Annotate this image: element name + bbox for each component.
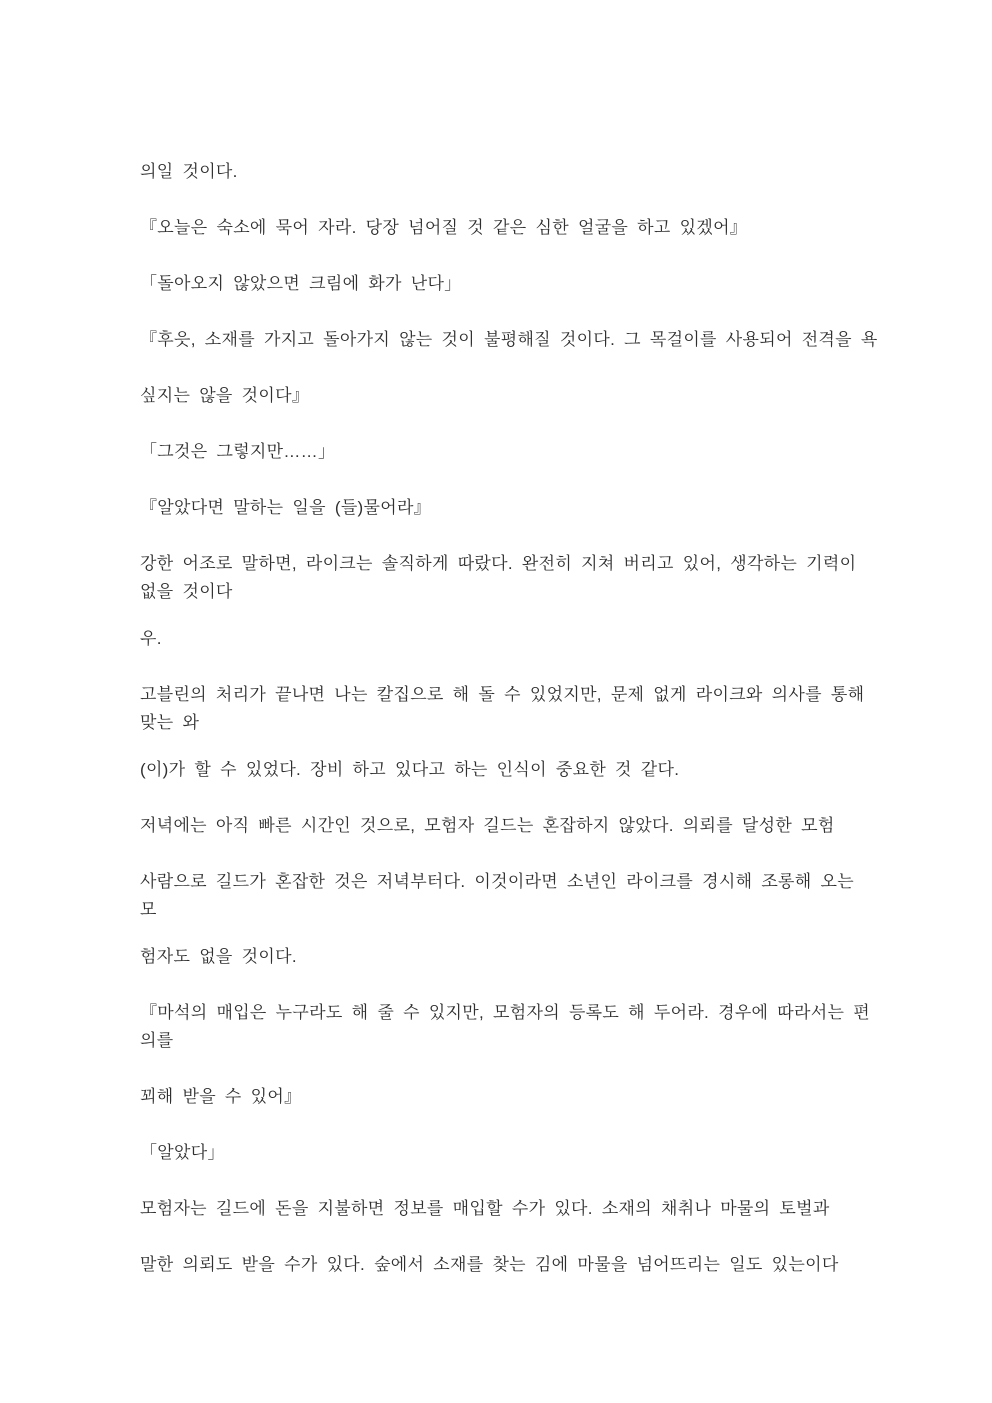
paragraph xyxy=(140,1139,862,1167)
text-line: 강한 어조로 말하면, 라이크는 솔직하게 따랐다. 완전히 지쳐 버리고 있어, 생각하는 기력이 xyxy=(140,554,857,573)
paragraph xyxy=(140,326,878,354)
paragraph xyxy=(140,1251,862,1279)
paragraph xyxy=(140,999,870,1055)
text-line: 「알았다」 xyxy=(140,1143,225,1162)
paragraph xyxy=(140,158,862,186)
paragraph xyxy=(140,625,862,653)
text-line: 우. xyxy=(140,629,162,648)
text-line: 싶지는 않을 것이다』 xyxy=(140,386,310,405)
text-line: 험자도 없을 것이다. xyxy=(140,947,297,966)
text-line: 모험자는 길드에 돈을 지불하면 정보를 매입할 수가 있다. 소재의 채취나 마물의 토벌과 xyxy=(140,1199,830,1218)
paragraph xyxy=(140,494,862,522)
text-line: 사람으로 길드가 혼잡한 것은 저녁부터다. 이것이라면 소년인 라이크를 경시해 조롱해 오는 xyxy=(140,872,854,891)
paragraph xyxy=(140,438,862,466)
text-line: 의일 것이다. xyxy=(140,162,238,181)
text-line: 「그것은 그렇지만……」 xyxy=(140,442,336,461)
text-line: 『마석의 매입은 누구라도 해 줄 수 있지만, 모험자의 등록도 해 두어라. 경우에 따라서는 편 xyxy=(140,1003,870,1022)
paragraph xyxy=(140,868,862,924)
text-line: 고블린의 처리가 끝나면 나는 칼집으로 해 돌 수 있었지만, 문제 없게 라이크와 의사를 통해 xyxy=(140,685,865,704)
paragraph xyxy=(140,550,862,606)
document-body-text xyxy=(140,158,878,1279)
paragraph xyxy=(140,382,862,410)
paragraph xyxy=(140,270,862,298)
text-line: 『알았다면 말하는 일을 (들)물어라』 xyxy=(140,498,431,517)
text-line: 의를 xyxy=(140,1031,174,1050)
text-line: (이)가 할 수 있었다. 장비 하고 있다고 하는 인식이 중요한 것 같다. xyxy=(140,760,680,779)
paragraph xyxy=(140,943,862,971)
paragraph xyxy=(140,812,862,840)
text-line: 없을 것이다 xyxy=(140,582,233,601)
paragraph xyxy=(140,1083,862,1111)
paragraph xyxy=(140,681,865,737)
paragraph xyxy=(140,756,862,784)
text-line: 저녁에는 아직 빠른 시간인 것으로, 모험자 길드는 혼잡하지 않았다. 의뢰를 달성한 모험 xyxy=(140,816,835,835)
paragraph xyxy=(140,1195,862,1223)
text-line: 말한 의뢰도 받을 수가 있다. 숲에서 소재를 찾는 김에 마물을 넘어뜨리는 일도 있는이다 xyxy=(140,1255,839,1274)
text-line: 『오늘은 숙소에 묵어 자라. 당장 넘어질 것 같은 심한 얼굴을 하고 있겠어』 xyxy=(140,218,748,237)
text-line: 『후읏, 소재를 가지고 돌아가지 않는 것이 불평해질 것이다. 그 목걸이를 사용되어 전격을 욕 xyxy=(140,330,878,349)
text-line: 맞는 와 xyxy=(140,713,200,732)
text-line: 꾀해 받을 수 있어』 xyxy=(140,1087,302,1106)
text-line: 「돌아오지 않았으면 크림에 화가 난다」 xyxy=(140,274,462,293)
paragraph xyxy=(140,214,862,242)
text-line: 모 xyxy=(140,900,157,919)
